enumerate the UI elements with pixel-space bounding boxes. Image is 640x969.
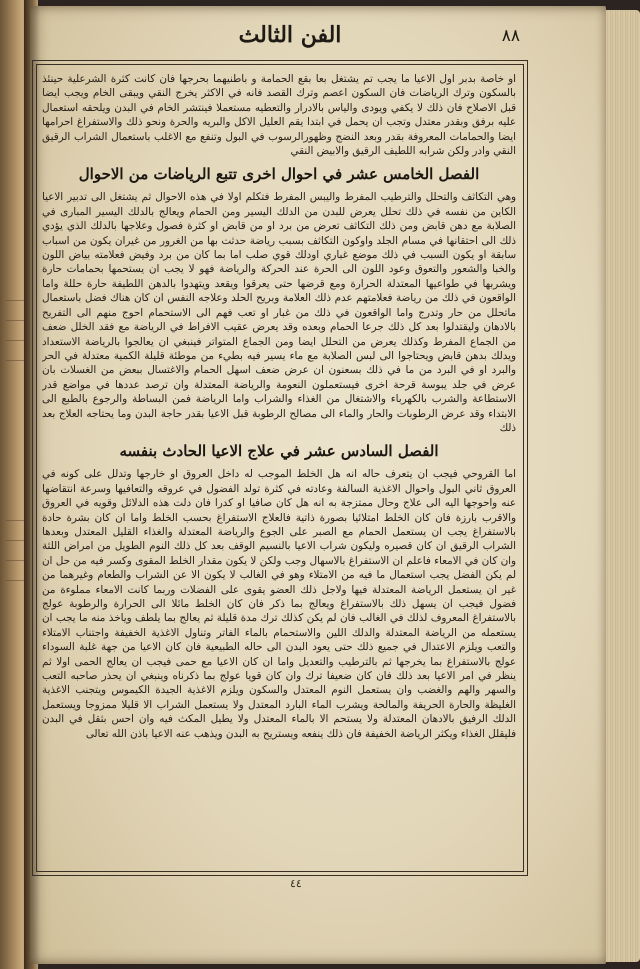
running-title: الفن الثالث xyxy=(238,22,342,48)
signature-mark: ٤٤ xyxy=(290,877,302,890)
page-stack-edge xyxy=(606,10,640,962)
page-number: ٨٨ xyxy=(501,26,520,46)
chapter-heading-16: الفصل السادس عشر في علاج الاعيا الحادث بنفسه xyxy=(119,442,439,461)
paragraph-1: او خاصة بدبر اول الاعيا ما يجب تم يشتغل بعا بقع الحمامة و باطنيهما بحرجها فان كانت كثرة الشرعلية حينئذ بالسكون وترك الرياضات فان السكون اعصم وترك القصد فانه في الاكثر يخرج النقي ويبقى الخام ويجب ايضا قبل الاصلاح فان ذلك لا يكفي ويودى والياس بالادرار والتعطيه مستعملا فينتشر الخام في البدن ويلحقه استعمال عليه برفق وبقدر معتدل وتجب ان يحمل في ابتدا يقم العليل الاكل والبريه والحرة ونحو ذلك والاستفراغ احرامها ايضا والحمامات المعروفة بقدر وبعد النضج وظهورالرسوب في البول وتنفع مع الاغلب باستعمال الشراب الرقيق النقي وادر ولكن شرابه اللطيف الرقيق والابيض النقي xyxy=(42,73,516,158)
page-body xyxy=(42,72,516,866)
page-header xyxy=(60,22,520,56)
paragraph-2: وهي التكاثف والتحلل والترطيب المفرط واليبس المفرط فتكلم اولا في هذه الاحوال ثم يشتغل الى تدبير الاعيا الكاين من نفسه في ذلك تحلل يعرض للبدن من الدلك اليسير ومن الحمام ويعالج بالدلك اليسير المبارى في الصلابة مع دهن قابض ومن ذلك التكاثف تعرض من برد او من قابض او كثرة فصول وعلاجها بالدلك الذي يؤدي ذلك الى احتقانها في مسام الجلد واوكون التكاثف بسبب رياضة حدثت بها من الغرور من غيران يكون من اسباب سابقة او يكون السبب في ذلك موضع غباري اودلك قوي صلب اما بما كان من برد وفيض فعلامته بياض اللون والخبا والشعور والتعوق وعود اللون الى الحرة عند الحركة والرياضة فهو لا يجب ان يستحمها بحمامات حارة ويشربها في طواعيها المعتدلة الحرارة ومع قرضها حتى يعرقوا ويقعد ويتهدوا بالدهن اللطيفة حارة حللة واما الواقعون في ذلك من رياضة فعلامتهم عدم ذلك العلامة وبريح الحلد وعلاجه النفس ان كان هناك فضل باستعمال ماتحلل من حار وتدرج واما الواقعون في ذلك من غبار او تعب فهم الى الاستحمام احوج منهم الى التفريح بالادهان وليقتدلوا بعد كل ذلك جرعا الحمام وبعده وقد يعرض عقيب الافراط في الرياضة مع فقد الخلل ضعف من الجماع المفرط وكذلك يعرض من التحلل ايضا ومن الجماع المتواتر فينبغي ان يعالجوا بالرياضة الاستعداد ويدلك بدهن قابض ويحتاجوا الى لبس الصلابة مع ماء يسير فيه بطيء من موطئة قليلة الكمية معتدلة في الحر والبرد او في البرد من ما في ذلك بسعنون ان عرض ضعف اسهل الحمام والاغتسال ببعض من الغسلات بان عرض في جلد يبوسة قرحة اخرى فيستعملون النعومة والرياضة المعتدلة وان ترصد عددها في مواضع قدر الاستطاعة والشرب بالكهرباء والاشتغال من الغذاء والشراب واما الرياضة فمن البساطة والرجوع بالطبع الى الابتداء وقد عرض الرطوبات والحار والماء الى مصالح الرطوبة قبل الاعيا بقدر حاجة البدن وما يحتاجه العلاج بعد ذلك xyxy=(42,191,516,434)
paragraph-3: اما القروحي فيجب ان يتعرف حاله انه هل الخلط الموجب له داخل العروق او خارجها وتدلل على كونه في العروق ثاني البول واحوال الاغذية السالفة وعادته في كثرة تولد الفضول في عروقه والتعافيها وسرعة انتقاضها عنه واحوجها اليه الى علاج وحال ممتزجة به انه هل كان صافيا او كدرا فان دلت هذه الدلائل وقويه في العروق والاقرب بارزة فان كان الخلط امتلائيا بصورة ذاتية فالعلاج الاستفراغ بحسب الخلط واما ان كان بشرة حادة بالاستفراغ يجب ان يستعمل الحمام مع الصبر على الجوع والرياضة المعتدلة والغذاء القليل المعتدل وبعدها الشراب الرقيق ان كان قصيره وليكون شراب الاعيا بالنسيم الوقف بعد كل ذلك النوم الطويل من امراض اللثة وان كان في الامعاء فاعلم ان الاستفراغ بالاسهال وجب ولكن لا يكون مقدار الخلط المقوى وكسر فيه من حل ان لم يكن الفضل يجب استعمال ما فيه من الامتلاء وهو في الغالب لا يكون الا عن الشراب والطعام وغيرهما من غير ان يستعمل الرياضة المعتدلة فيها ولاجل ذلك العضو يقوى على الفضلات وربما كانت الامعاء مملوءة من فضول فيجب ان يسهل ذلك بالاستفراغ ويعالج بما ذكر فان كان الخلط مائلا الى الحرارة والرطوبة عولج بالاستفراغ المعروف لذلك في الغالب فان لم يكن كذلك ترك مدة قليلة ثم يعالج بما يلطف وياخذ منه ما يجب ان يستعمله من الرياضة المعتدلة والدلك اللين والاستحمام بالماء الفاتر وتناول الاغذية الخفيفة واجتناب الامتلاء والتعب ويلزم الاعتدال في جميع ذلك حتى يعود البدن الى حاله الطبيعية فان كان الاعيا من جهة غلبة السوداء عولج بالاستفراغ بما يخرجها ثم بالترطيب والتعديل واما ان كان الاعيا مع حمى فيجب ان يعالج الحمى اولا ثم ينظر في امر الاعيا بعد ذلك فان كان ضعيفا ترك وان كان قويا عولج بما ذكرناه وينبغي ان يحذر صاحبه التعب والسهر والهم والغضب وان يستعمل النوم المعتدل والسكون ويلزم الاغذية الجيدة الكيموس ويتجنب الاغذية الغليظة والحارة الحريفة والمالحة ويشرب الماء البارد المعتدل ولا يستعمل الشراب الا قليلا ممزوجا ويستعمل الدلك الرفيق بالادهان المعتدلة ولا يستحم الا بالماء المعتدل ولا يطيل المكث فيه وان احس بثقل في البدن فليقلل الغذاء ويكثر الرياضة الخفيفة فان ذلك ينفعه ويستريح به البدن ويذهب عنه الاعيا باذن الله تعالى xyxy=(42,468,516,740)
chapter-heading-15: الفصل الخامس عشر في احوال اخرى تتبع الرياضات من الاحوال xyxy=(78,165,480,184)
